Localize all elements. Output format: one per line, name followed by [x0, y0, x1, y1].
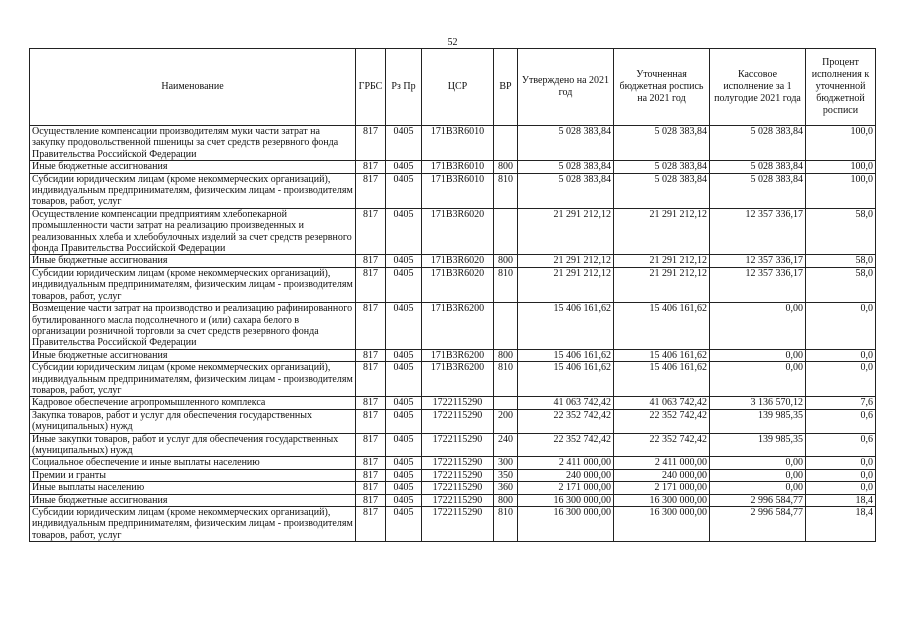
cell-percent: 18,4 — [806, 494, 876, 506]
cell-rzpr: 0405 — [386, 362, 422, 397]
table-row — [30, 482, 876, 494]
cell-grbs: 817 — [356, 482, 386, 494]
cell-vr: 800 — [494, 349, 518, 361]
cell-refined: 21 291 212,12 — [614, 208, 710, 255]
cell-rzpr: 0405 — [386, 267, 422, 302]
cell-vr: 350 — [494, 469, 518, 481]
cell-csr: 171B3R6010 — [422, 126, 494, 161]
cell-csr: 171B3R6200 — [422, 362, 494, 397]
header-name: Наименование — [30, 49, 356, 126]
cell-name: Закупка товаров, работ и услуг для обеспечения государственных (муниципальных) нужд — [30, 409, 356, 433]
cell-grbs: 817 — [356, 494, 386, 506]
cell-cash: 0,00 — [710, 303, 806, 350]
cell-grbs: 817 — [356, 255, 386, 267]
table-row — [30, 397, 876, 409]
cell-grbs: 817 — [356, 457, 386, 469]
header-rzpr: Рз Пр — [386, 49, 422, 126]
cell-rzpr: 0405 — [386, 433, 422, 457]
table-row — [30, 255, 876, 267]
cell-refined: 15 406 161,62 — [614, 362, 710, 397]
cell-cash: 139 985,35 — [710, 433, 806, 457]
cell-percent: 100,0 — [806, 173, 876, 208]
cell-csr: 1722115290 — [422, 457, 494, 469]
cell-name: Субсидии юридическим лицам (кроме некоммерческих организаций), индивидуальным предпринимателям, физическим лицам - производителям товаров, работ, услуг — [30, 173, 356, 208]
cell-approved: 5 028 383,84 — [518, 126, 614, 161]
cell-refined: 5 028 383,84 — [614, 173, 710, 208]
cell-refined: 5 028 383,84 — [614, 161, 710, 173]
cell-approved: 16 300 000,00 — [518, 507, 614, 542]
table-row — [30, 362, 876, 397]
cell-cash: 5 028 383,84 — [710, 173, 806, 208]
cell-percent: 0,0 — [806, 362, 876, 397]
cell-rzpr: 0405 — [386, 161, 422, 173]
cell-grbs: 817 — [356, 208, 386, 255]
cell-approved: 41 063 742,42 — [518, 397, 614, 409]
page-number: 52 — [447, 37, 458, 48]
header-cash: Кассовое исполнение за 1 полугодие 2021 года — [710, 49, 806, 126]
cell-name: Субсидии юридическим лицам (кроме некоммерческих организаций), индивидуальным предпринимателям, физическим лицам - производителям товаров, работ, услуг — [30, 507, 356, 542]
cell-csr: 171B3R6020 — [422, 255, 494, 267]
cell-csr: 171B3R6010 — [422, 173, 494, 208]
cell-vr: 800 — [494, 255, 518, 267]
cell-percent: 18,4 — [806, 507, 876, 542]
cell-csr: 171B3R6020 — [422, 267, 494, 302]
table-row — [30, 409, 876, 433]
cell-rzpr: 0405 — [386, 349, 422, 361]
cell-percent: 58,0 — [806, 208, 876, 255]
cell-rzpr: 0405 — [386, 457, 422, 469]
header-grbs: ГРБС — [356, 49, 386, 126]
cell-approved: 22 352 742,42 — [518, 409, 614, 433]
cell-percent: 100,0 — [806, 161, 876, 173]
cell-approved: 21 291 212,12 — [518, 208, 614, 255]
cell-refined: 16 300 000,00 — [614, 494, 710, 506]
cell-approved: 2 171 000,00 — [518, 482, 614, 494]
cell-vr: 800 — [494, 494, 518, 506]
cell-grbs: 817 — [356, 267, 386, 302]
cell-cash: 0,00 — [710, 349, 806, 361]
cell-csr: 1722115290 — [422, 433, 494, 457]
cell-approved: 21 291 212,12 — [518, 255, 614, 267]
cell-csr: 1722115290 — [422, 494, 494, 506]
cell-vr — [494, 208, 518, 255]
cell-name: Иные выплаты населению — [30, 482, 356, 494]
cell-approved: 15 406 161,62 — [518, 303, 614, 350]
cell-vr — [494, 397, 518, 409]
cell-approved: 2 411 000,00 — [518, 457, 614, 469]
cell-rzpr: 0405 — [386, 208, 422, 255]
cell-cash: 139 985,35 — [710, 409, 806, 433]
cell-refined: 41 063 742,42 — [614, 397, 710, 409]
table-body — [30, 126, 876, 542]
cell-refined: 21 291 212,12 — [614, 255, 710, 267]
cell-refined: 240 000,00 — [614, 469, 710, 481]
table-row — [30, 433, 876, 457]
table-row — [30, 494, 876, 506]
table-row — [30, 161, 876, 173]
cell-approved: 22 352 742,42 — [518, 433, 614, 457]
cell-cash: 12 357 336,17 — [710, 208, 806, 255]
cell-cash: 0,00 — [710, 482, 806, 494]
cell-csr: 171B3R6200 — [422, 303, 494, 350]
cell-percent: 0,0 — [806, 469, 876, 481]
cell-cash: 12 357 336,17 — [710, 255, 806, 267]
table-row — [30, 208, 876, 255]
cell-cash: 5 028 383,84 — [710, 126, 806, 161]
cell-vr: 810 — [494, 267, 518, 302]
cell-rzpr: 0405 — [386, 469, 422, 481]
cell-name: Премии и гранты — [30, 469, 356, 481]
cell-percent: 0,6 — [806, 409, 876, 433]
cell-rzpr: 0405 — [386, 409, 422, 433]
cell-csr: 1722115290 — [422, 397, 494, 409]
cell-grbs: 817 — [356, 433, 386, 457]
cell-refined: 21 291 212,12 — [614, 267, 710, 302]
cell-rzpr: 0405 — [386, 126, 422, 161]
cell-rzpr: 0405 — [386, 255, 422, 267]
cell-cash: 0,00 — [710, 469, 806, 481]
table-row — [30, 173, 876, 208]
cell-percent: 0,0 — [806, 482, 876, 494]
cell-percent: 58,0 — [806, 267, 876, 302]
cell-rzpr: 0405 — [386, 494, 422, 506]
header-csr: ЦСР — [422, 49, 494, 126]
cell-csr: 1722115290 — [422, 482, 494, 494]
cell-csr: 171B3R6020 — [422, 208, 494, 255]
cell-rzpr: 0405 — [386, 397, 422, 409]
cell-percent: 58,0 — [806, 255, 876, 267]
cell-refined: 16 300 000,00 — [614, 507, 710, 542]
cell-rzpr: 0405 — [386, 173, 422, 208]
cell-cash: 0,00 — [710, 457, 806, 469]
cell-name: Иные закупки товаров, работ и услуг для обеспечения государственных (муниципальных) нужд — [30, 433, 356, 457]
cell-approved: 21 291 212,12 — [518, 267, 614, 302]
cell-vr: 300 — [494, 457, 518, 469]
cell-percent: 0,0 — [806, 349, 876, 361]
header-approved: Утверждено на 2021 год — [518, 49, 614, 126]
cell-grbs: 817 — [356, 362, 386, 397]
cell-cash: 3 136 570,12 — [710, 397, 806, 409]
cell-refined: 2 171 000,00 — [614, 482, 710, 494]
cell-vr: 810 — [494, 362, 518, 397]
cell-name: Осуществление компенсации предприятиям хлебопекарной промышленности части затрат на реализацию произведенных и реализованных хлеба и хлебобулочных изделий за счет средств резервного фонда Правительства Российской Федерации — [30, 208, 356, 255]
cell-grbs: 817 — [356, 126, 386, 161]
table-row — [30, 303, 876, 350]
table-row — [30, 126, 876, 161]
table-row — [30, 469, 876, 481]
header-vr: ВР — [494, 49, 518, 126]
cell-name: Иные бюджетные ассигнования — [30, 161, 356, 173]
table-row — [30, 267, 876, 302]
cell-refined: 15 406 161,62 — [614, 349, 710, 361]
cell-approved: 15 406 161,62 — [518, 349, 614, 361]
cell-refined: 15 406 161,62 — [614, 303, 710, 350]
table-row — [30, 507, 876, 542]
cell-vr: 200 — [494, 409, 518, 433]
cell-csr: 1722115290 — [422, 507, 494, 542]
cell-grbs: 817 — [356, 469, 386, 481]
cell-grbs: 817 — [356, 303, 386, 350]
cell-vr: 240 — [494, 433, 518, 457]
cell-name: Социальное обеспечение и иные выплаты населению — [30, 457, 356, 469]
cell-percent: 0,0 — [806, 303, 876, 350]
cell-cash: 2 996 584,77 — [710, 494, 806, 506]
cell-refined: 22 352 742,42 — [614, 409, 710, 433]
cell-rzpr: 0405 — [386, 482, 422, 494]
cell-approved: 5 028 383,84 — [518, 173, 614, 208]
cell-name: Осуществление компенсации производителям муки части затрат на закупку продовольственной пшеницы за счет средств резервного фонда Правительства Российской Федерации — [30, 126, 356, 161]
cell-grbs: 817 — [356, 507, 386, 542]
table-row — [30, 457, 876, 469]
cell-name: Субсидии юридическим лицам (кроме некоммерческих организаций), индивидуальным предпринимателям, физическим лицам - производителям товаров, работ, услуг — [30, 267, 356, 302]
cell-percent: 100,0 — [806, 126, 876, 161]
cell-csr: 1722115290 — [422, 469, 494, 481]
cell-cash: 5 028 383,84 — [710, 161, 806, 173]
cell-percent: 7,6 — [806, 397, 876, 409]
cell-approved: 5 028 383,84 — [518, 161, 614, 173]
table-header-row — [30, 49, 876, 126]
cell-approved: 15 406 161,62 — [518, 362, 614, 397]
header-percent: Процент исполнения к уточненной бюджетной росписи — [806, 49, 876, 126]
cell-cash: 2 996 584,77 — [710, 507, 806, 542]
cell-name: Иные бюджетные ассигнования — [30, 349, 356, 361]
cell-approved: 16 300 000,00 — [518, 494, 614, 506]
cell-vr: 810 — [494, 173, 518, 208]
cell-cash: 0,00 — [710, 362, 806, 397]
cell-csr: 171B3R6010 — [422, 161, 494, 173]
cell-vr: 800 — [494, 161, 518, 173]
table-row — [30, 349, 876, 361]
cell-grbs: 817 — [356, 173, 386, 208]
header-refined: Уточненная бюджетная роспись на 2021 год — [614, 49, 710, 126]
cell-grbs: 817 — [356, 349, 386, 361]
cell-grbs: 817 — [356, 161, 386, 173]
cell-vr — [494, 126, 518, 161]
cell-vr: 810 — [494, 507, 518, 542]
cell-vr — [494, 303, 518, 350]
cell-rzpr: 0405 — [386, 303, 422, 350]
cell-csr: 1722115290 — [422, 409, 494, 433]
cell-percent: 0,0 — [806, 457, 876, 469]
budget-table — [29, 48, 876, 542]
cell-name: Иные бюджетные ассигнования — [30, 255, 356, 267]
cell-name: Возмещение части затрат на производство и реализацию рафинированного бутилированного масла подсолнечного и (или) сахара белого в организации розничной торговли за счет средств резервного фонда Правительства Российской Федерации — [30, 303, 356, 350]
cell-rzpr: 0405 — [386, 507, 422, 542]
cell-refined: 5 028 383,84 — [614, 126, 710, 161]
cell-name: Кадровое обеспечение агропромышленного комплекса — [30, 397, 356, 409]
cell-percent: 0,6 — [806, 433, 876, 457]
cell-approved: 240 000,00 — [518, 469, 614, 481]
cell-refined: 22 352 742,42 — [614, 433, 710, 457]
cell-refined: 2 411 000,00 — [614, 457, 710, 469]
cell-grbs: 817 — [356, 397, 386, 409]
cell-vr: 360 — [494, 482, 518, 494]
cell-name: Иные бюджетные ассигнования — [30, 494, 356, 506]
cell-cash: 12 357 336,17 — [710, 267, 806, 302]
cell-name: Субсидии юридическим лицам (кроме некоммерческих организаций), индивидуальным предпринимателям, физическим лицам - производителям товаров, работ, услуг — [30, 362, 356, 397]
cell-csr: 171B3R6200 — [422, 349, 494, 361]
cell-grbs: 817 — [356, 409, 386, 433]
